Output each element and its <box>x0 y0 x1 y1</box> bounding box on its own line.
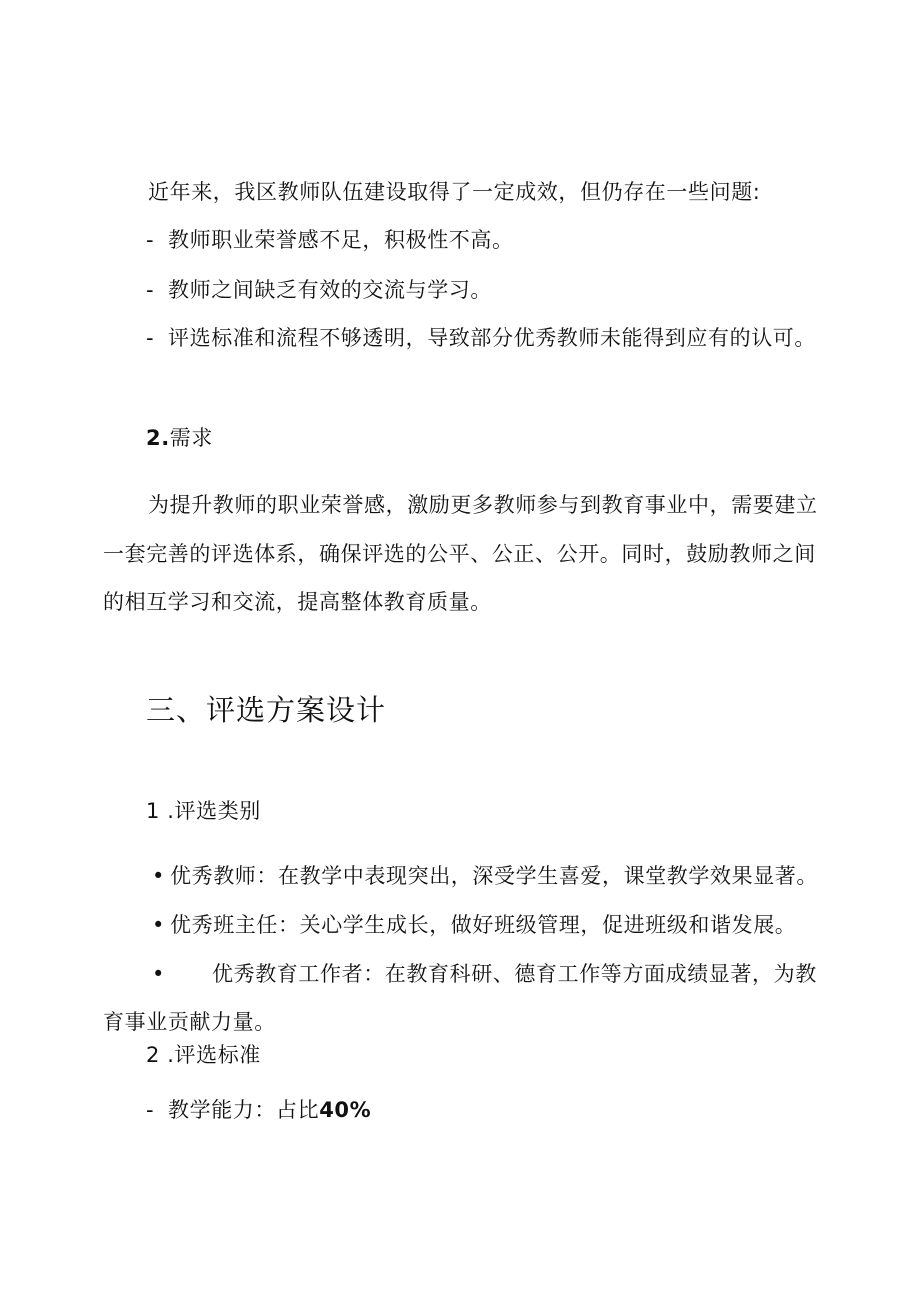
subheading-criteria: 2 .评选标准 <box>146 1043 261 1067</box>
problem-item: - 教师之间缺乏有效的交流与学习。 <box>146 278 492 302</box>
criteria-percentage: 40% <box>319 1098 372 1122</box>
problem-item: - 教师职业荣誉感不足，积极性不高。 <box>146 228 514 252</box>
section-number: 2. <box>146 426 170 450</box>
section-3-heading: 三、评选方案设计 <box>146 693 387 727</box>
needs-paragraph-line: 为提升教师的职业荣誉感，激励更多教师参与到教育事业中，需要建立 <box>148 493 818 517</box>
bullet-marker: • <box>152 913 165 937</box>
category-item: • 优秀班主任：关心学生成长，做好班级管理，促进班级和谐发展。 <box>152 913 797 937</box>
subheading-categories: 1 .评选类别 <box>146 799 261 823</box>
dash-marker: - <box>146 1098 155 1122</box>
criteria-item: - 教学能力：占比40% <box>146 1098 372 1122</box>
needs-paragraph-line: 一套完善的评选体系，确保评选的公平、公正、公开。同时，鼓励教师之间 <box>103 542 816 566</box>
dash-marker: - <box>146 326 155 350</box>
category-item: • 优秀教师：在教学中表现突出，深受学生喜爱，课堂教学效果显著。 <box>152 864 818 888</box>
bullet-marker: • <box>152 864 165 888</box>
problem-item: - 评选标准和流程不够透明，导致部分优秀教师未能得到应有的认可。 <box>146 326 816 350</box>
dash-marker: - <box>146 278 155 302</box>
needs-paragraph-line: 的相互学习和交流，提高整体教育质量。 <box>103 590 492 614</box>
section-2-heading <box>146 424 213 452</box>
category-item-continuation: 育事业贡献力量。 <box>103 1010 276 1034</box>
bullet-marker: • <box>152 962 165 986</box>
section-title: 需求 <box>169 426 213 450</box>
dash-marker: - <box>146 228 155 252</box>
intro-paragraph: 近年来，我区教师队伍建设取得了一定成效，但仍存在一些问题: <box>148 180 761 204</box>
category-item: • 优秀教育工作者：在教育科研、德育工作等方面成绩显著，为教 <box>152 962 817 986</box>
